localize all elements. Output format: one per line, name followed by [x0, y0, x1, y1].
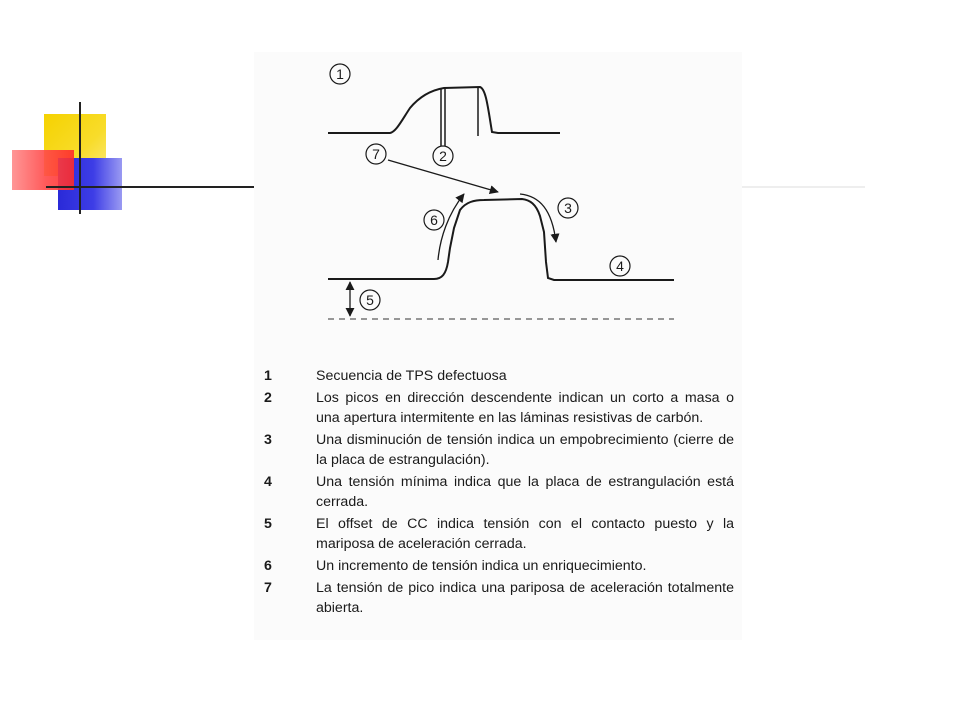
- legend-number: 7: [264, 580, 272, 596]
- svg-text:4: 4: [616, 258, 624, 274]
- defective-tps-waveform: [328, 87, 560, 133]
- decor-horizontal-line-faint: [740, 186, 865, 188]
- legend-row: [264, 578, 734, 620]
- legend-number: 3: [264, 432, 272, 448]
- marker-1: [330, 64, 350, 84]
- marker-3: [558, 198, 578, 218]
- svg-text:7: 7: [372, 146, 380, 162]
- legend-row: [264, 430, 734, 472]
- decor-red-square: [12, 150, 74, 190]
- svg-text:6: 6: [430, 212, 438, 228]
- svg-text:2: 2: [439, 148, 447, 164]
- legend-text: Una disminución de tensión indica un empobrecimiento (cierre de la placa de estrangulación).: [316, 432, 734, 468]
- legend-text: La tensión de pico indica una pariposa de aceleración totalmente abierta.: [316, 580, 734, 616]
- legend-row: [264, 514, 734, 556]
- legend-text: Secuencia de TPS defectuosa: [316, 368, 507, 384]
- legend-row: [264, 556, 734, 578]
- arrow-7-peak: [388, 160, 498, 192]
- marker-5: [360, 290, 380, 310]
- legend-row: [264, 366, 734, 388]
- legend-text: Los picos en dirección descendente indican un corto a masa o una apertura intermitente en las láminas resistivas de carbón.: [316, 390, 734, 426]
- arrow-3-fall: [520, 194, 556, 242]
- legend-text: Un incremento de tensión indica un enriquecimiento.: [316, 558, 647, 574]
- legend-table: [264, 366, 734, 620]
- legend-text: El offset de CC indica tensión con el contacto puesto y la mariposa de aceleración cerrada.: [316, 516, 734, 552]
- svg-text:1: 1: [336, 66, 344, 82]
- marker-4: [610, 256, 630, 276]
- legend-row: [264, 472, 734, 514]
- marker-2: [433, 146, 453, 166]
- legend-number: 6: [264, 558, 272, 574]
- legend-number: 2: [264, 390, 272, 406]
- legend-number: 4: [264, 474, 272, 490]
- marker-6: [424, 210, 444, 230]
- tps-waveform-diagram: [254, 52, 742, 352]
- svg-text:3: 3: [564, 200, 572, 216]
- legend-text: Una tensión mínima indica que la placa de estrangulación está cerrada.: [316, 474, 734, 510]
- figure-panel: [254, 52, 742, 640]
- decor-vertical-line: [79, 102, 81, 214]
- decor-horizontal-line: [46, 186, 256, 188]
- marker-7: [366, 144, 386, 164]
- legend-number: 1: [264, 368, 272, 384]
- svg-text:5: 5: [366, 292, 374, 308]
- legend-number: 5: [264, 516, 272, 532]
- legend-row: [264, 388, 734, 430]
